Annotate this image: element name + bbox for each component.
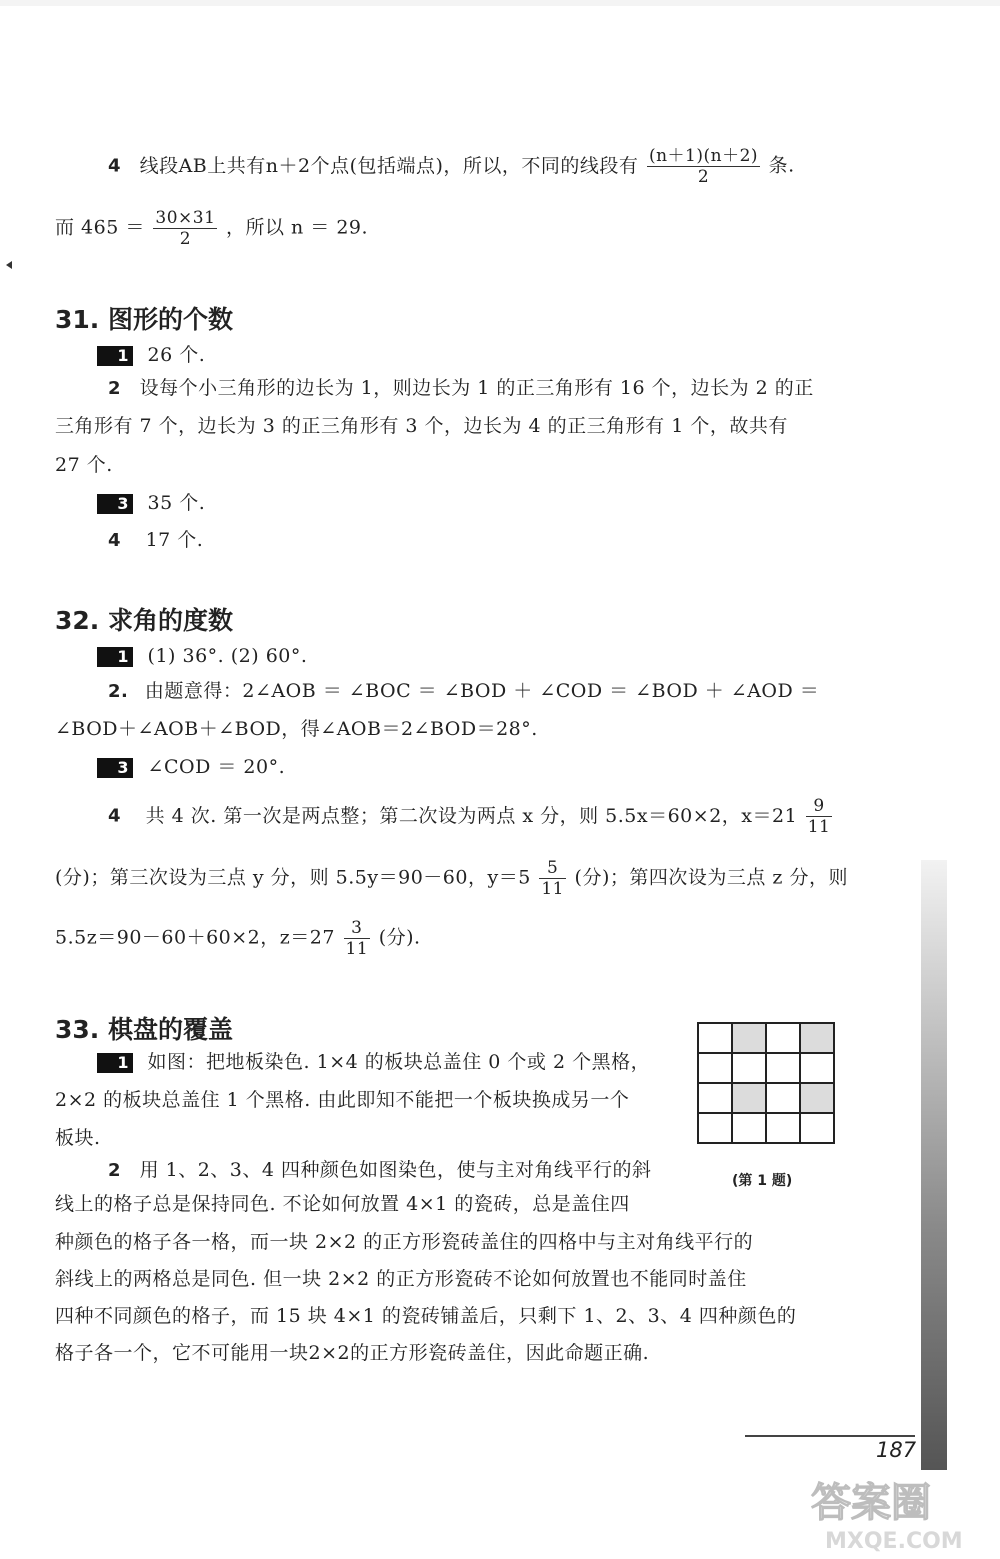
grid-cell-white	[767, 1114, 801, 1144]
q32-2-line2: ∠BOD＋∠AOB＋∠BOD，得∠AOB＝2∠BOD＝28°.	[55, 718, 538, 740]
q31-2-line1	[108, 375, 814, 402]
fraction-numerator: 30×31	[155, 208, 216, 228]
grid-cell-white	[699, 1084, 733, 1114]
fraction-numerator: 3	[344, 918, 371, 939]
grid-cell-white	[699, 1054, 733, 1084]
question-number: 2	[108, 378, 122, 399]
section-33-title: 33. 棋盘的覆盖	[55, 1015, 233, 1044]
q33-2-line4: 斜线上的两格总是同色. 但一块 2×2 的正方形瓷砖不论如何放置也不能同时盖住	[55, 1268, 747, 1290]
question-number: 4	[108, 155, 122, 177]
q31-1	[97, 342, 205, 368]
answer-text: 用 1、2、3、4 四种颜色如图染色，使与主对角线平行的斜	[139, 1159, 652, 1181]
q33-2-line3: 种颜色的格子各一格，而一块 2×2 的正方形瓷砖盖住的四格中与主对角线平行的	[55, 1231, 754, 1253]
question-number: 4	[108, 530, 122, 551]
grid-cell-white	[767, 1024, 801, 1054]
page-edge-shadow	[921, 860, 947, 1470]
fraction	[344, 918, 371, 959]
fraction-denominator: 2	[179, 229, 192, 249]
fraction-denominator: 11	[345, 939, 369, 959]
fraction-numerator: (n＋1)(n＋2)	[648, 146, 759, 166]
fraction	[647, 146, 760, 187]
q30-4-line2	[55, 208, 368, 249]
q30-4-text: 线段AB上共有n＋2个点(包括端点)，所以，不同的线段有	[139, 154, 639, 177]
grid-cell-black	[733, 1084, 767, 1114]
q33-1-line2: 2×2 的板块总盖住 1 个黑格. 由此即知不能把一个板块换成另一个	[55, 1089, 630, 1111]
section-32-title: 32. 求角的度数	[55, 606, 233, 635]
answer-text: (分)；第四次设为三点 z 分，则	[574, 866, 848, 889]
question-badge: 1	[97, 346, 133, 366]
question-number: 2	[108, 1160, 122, 1181]
answer-text: 35 个.	[147, 492, 206, 514]
question-badge: 3	[97, 494, 133, 514]
answer-text: 5.5z＝90－60＋60×2，z＝27	[55, 926, 335, 949]
fraction	[539, 858, 566, 899]
section-31-title: 31. 图形的个数	[55, 305, 233, 334]
q30-4-line1	[108, 146, 795, 187]
checkerboard-figure	[697, 1022, 835, 1144]
answer-text: 共 4 次. 第一次是两点整；第二次设为两点 x 分，则 5.5x＝60×2，x＝21	[145, 804, 798, 827]
answer-text: 设每个小三角形的边长为 1，则边长为 1 的正三角形有 16 个，边长为 2 的正	[139, 377, 814, 399]
q30-4-line2-pre: 而 465 ＝	[55, 216, 145, 239]
q31-2-line2: 三角形有 7 个，边长为 3 的正三角形有 3 个，边长为 4 的正三角形有 1 个，故共有	[55, 415, 788, 437]
grid-cell-white	[699, 1114, 733, 1144]
question-badge: 1	[97, 647, 133, 667]
q33-1-line3: 板块.	[55, 1127, 101, 1149]
footer-rule	[745, 1435, 915, 1437]
page-number: 187	[876, 1438, 917, 1462]
q33-2-line2: 线上的格子总是保持同色. 不论如何放置 4×1 的瓷砖，总是盖住四	[55, 1193, 630, 1215]
figure-caption: (第 1 题)	[732, 1173, 793, 1189]
q32-1	[97, 643, 307, 669]
grid-cell-black	[801, 1024, 835, 1054]
fraction-denominator: 11	[807, 817, 831, 837]
q31-3	[97, 490, 205, 516]
question-badge: 1	[97, 1053, 133, 1073]
q32-4-line2	[55, 858, 848, 899]
q33-2-line5: 四种不同颜色的格子，而 15 块 4×1 的瓷砖铺盖后，只剩下 1、2、3、4 四种颜色的	[55, 1305, 797, 1327]
q31-4	[108, 527, 203, 554]
fraction-denominator: 11	[541, 879, 564, 899]
q30-4-line2-post: ，所以 n ＝ 29.	[225, 216, 369, 239]
fraction-numerator: 5	[539, 858, 566, 879]
grid-cell-white	[767, 1054, 801, 1084]
q32-2-line1	[108, 678, 819, 705]
answer-text: (1) 36°. (2) 60°.	[147, 645, 308, 667]
fraction-numerator: 9	[806, 796, 833, 817]
fraction-denominator: 2	[697, 167, 710, 187]
grid-cell-white	[699, 1024, 733, 1054]
watermark-logo	[805, 1468, 985, 1553]
grid-cell-white	[767, 1084, 801, 1114]
answer-text: 由题意得：2∠AOB ＝ ∠BOC ＝ ∠BOD ＋ ∠COD ＝ ∠BOD ＋ ∠AOD ＝	[144, 680, 820, 702]
q32-3	[97, 754, 285, 780]
q31-2-line3: 27 个.	[55, 454, 113, 476]
fraction	[806, 796, 833, 837]
question-number: 2.	[108, 681, 129, 702]
page-top-edge	[0, 0, 1000, 6]
svg-text:MXQE.COM: MXQE.COM	[825, 1529, 963, 1553]
q32-4-line1	[108, 796, 834, 837]
answer-text: 如图：把地板染色. 1×4 的板块总盖住 0 个或 2 个黑格，	[147, 1051, 651, 1073]
answer-text: (分)；第三次设为三点 y 分，则 5.5y＝90－60，y＝5	[55, 866, 531, 889]
q33-2-line6: 格子各一个，它不可能用一块2×2的正方形瓷砖盖住，因此命题正确.	[55, 1342, 650, 1364]
q33-2-line1	[108, 1157, 652, 1184]
answer-text: 26 个.	[147, 344, 206, 366]
q33-1-line1	[97, 1049, 650, 1075]
grid-cell-white	[801, 1054, 835, 1084]
q32-4-line3	[55, 918, 421, 959]
grid-cell-white	[733, 1054, 767, 1084]
svg-text:答案圈: 答案圈	[811, 1480, 931, 1526]
grid-cell-white	[801, 1114, 835, 1144]
grid-cell-black	[801, 1084, 835, 1114]
answer-text: ∠COD ＝ 20°.	[147, 756, 286, 778]
grid-cell-white	[733, 1114, 767, 1144]
answer-text: 17 个.	[145, 529, 204, 551]
q30-4-tail: 条.	[768, 154, 795, 177]
grid-cell-black	[733, 1024, 767, 1054]
fraction	[153, 208, 217, 249]
answer-text: (分).	[378, 926, 421, 949]
margin-mark	[6, 261, 12, 269]
question-badge: 3	[97, 758, 133, 778]
question-number: 4	[108, 805, 122, 827]
